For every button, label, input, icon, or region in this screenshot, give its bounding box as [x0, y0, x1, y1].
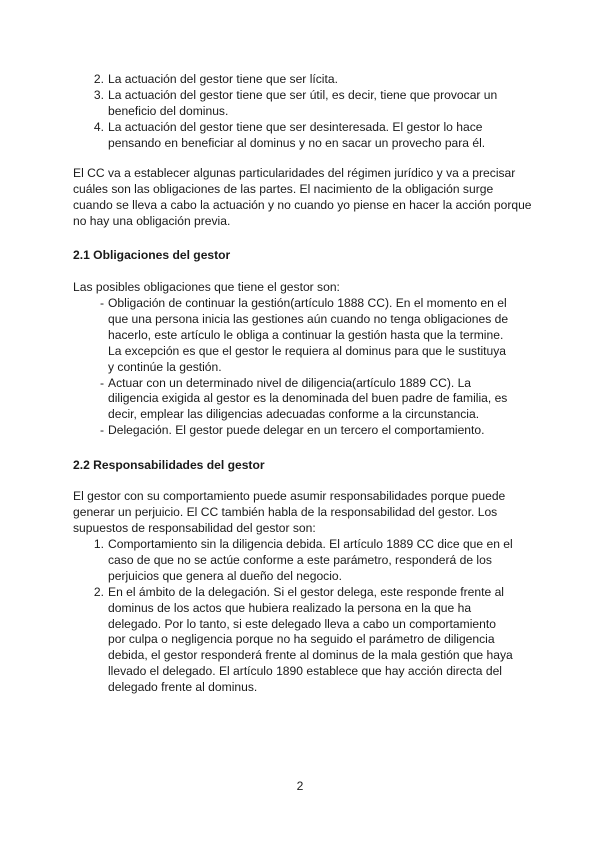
section-heading-2-2: 2.2 Responsabilidades del gestor [73, 458, 265, 472]
list-item: 2. La actuación del gestor tiene que ser lícita. [93, 72, 338, 86]
list-item: - Obligación de continuar la gestión(artículo 1888 CC). En el momento en el que una persona inicia las gestiones aún cuando no tenga obligaciones de hacerlo, este artículo le obliga a continuar la gestión hasta que la termine. La excepción es que el gestor le requiera al dominus para que le sustituya y continúe la gestión. [99, 296, 509, 374]
section-2-1-intro: Las posibles obligaciones que tiene el gestor son: [73, 280, 340, 294]
list-item: 3. La actuación del gestor tiene que ser útil, es decir, tiene que provocar un beneficio del dominus. [93, 87, 498, 118]
list-item-text: En el ámbito de la delegación. Si el gestor delega, este responde frente al dominus de los actos que hubiera realizado la persona en la que ha delegado. Por lo tanto, si este delegado lleva a cabo un comportamiento por culpa o negligencia porque no ha seguido el parámetro de diligencia debida, el gestor responderá frente al dominus de la mala gestión que haya llevado el delegado. El artículo 1890 establece que hay acción directa del delegado frente al dominus. [108, 584, 513, 695]
list-item: 4. La actuación del gestor tiene que ser desinteresada. El gestor lo hace pensando en beneficiar al dominus y no en sacar un provecho para él. [93, 119, 486, 150]
list-item-text: Actuar con un determinado nivel de diligencia(artículo 1889 CC). La diligencia exigida al gestor es la denominada del buen padre de familia, es decir, emplear las diligencias adecuadas conforme a la circunstancia. [108, 375, 508, 422]
list-item-text: Delegación. El gestor puede delegar en un tercero el comportamiento. [108, 423, 485, 438]
page-number: 2 [296, 779, 304, 793]
list-item: - Actuar con un determinado nivel de diligencia(artículo 1889 CC). La diligencia exigida al gestor es la denominada del buen padre de familia, es decir, emplear las diligencias adecuadas conforme a la circunstancia. [99, 375, 508, 422]
section-heading-2-1: 2.1 Obligaciones del gestor [73, 248, 231, 262]
responsibilities-numbered-list [73, 537, 513, 696]
list-item-text: Obligación de continuar la gestión(artículo 1888 CC). En el momento en el que una persona inicia las gestiones aún cuando no tenga obligaciones de hacerlo, este artículo le obliga a continuar la gestión hasta que la termine. La excepción es que el gestor le requiera al dominus para que le sustituya y continúe la gestión. [108, 296, 509, 374]
list-item-text: La actuación del gestor tiene que ser desinteresada. El gestor lo hace pensando en beneficiar al dominus y no en sacar un provecho para él. [108, 119, 486, 150]
intro-numbered-list [73, 72, 513, 152]
list-item-text: La actuación del gestor tiene que ser lícita. [108, 72, 338, 86]
list-item: 2. En el ámbito de la delegación. Si el gestor delega, este responde frente al dominus de los actos que hubiera realizado la persona en la que ha delegado. Por lo tanto, si este delegado lleva a cabo un comportamiento por culpa o negligencia porque no ha seguido el parámetro de diligencia debida, el gestor responderá frente al dominus de la mala gestión que haya llevado el delegado. El artículo 1890 establece que hay acción directa del delegado frente al dominus. [93, 584, 513, 695]
list-item: - Delegación. El gestor puede delegar en un tercero el comportamiento. [99, 423, 485, 438]
list-item: 1. Comportamiento sin la diligencia debida. El artículo 1889 CC dice que en el caso de que no se actúe conforme a este parámetro, responderá de los perjuicios que genera al dueño del negocio. [93, 537, 513, 583]
paragraph-cc: El CC va a establecer algunas particularidades del régimen jurídico y va a precisar cuáles son las obligaciones de las partes. El nacimiento de la obligación surge cuando se lleva a cabo la actuación y no cuando yo piense en hacer la acción porque no hay una obligación previa. [73, 166, 532, 228]
list-item-text: Comportamiento sin la diligencia debida. El artículo 1889 CC dice que en el caso de que no se actúe conforme a este parámetro, responderá de los perjuicios que genera al dueño del negocio. [108, 537, 513, 583]
list-item-text: La actuación del gestor tiene que ser útil, es decir, tiene que provocar un beneficio del dominus. [108, 87, 498, 118]
section-2-2-intro: El gestor con su comportamiento puede asumir responsabilidades porque puede generar un perjuicio. El CC también habla de la responsabilidad del gestor. Los supuestos de responsabilidad del gestor son: [73, 489, 506, 535]
obligations-bullet-list [73, 296, 513, 439]
